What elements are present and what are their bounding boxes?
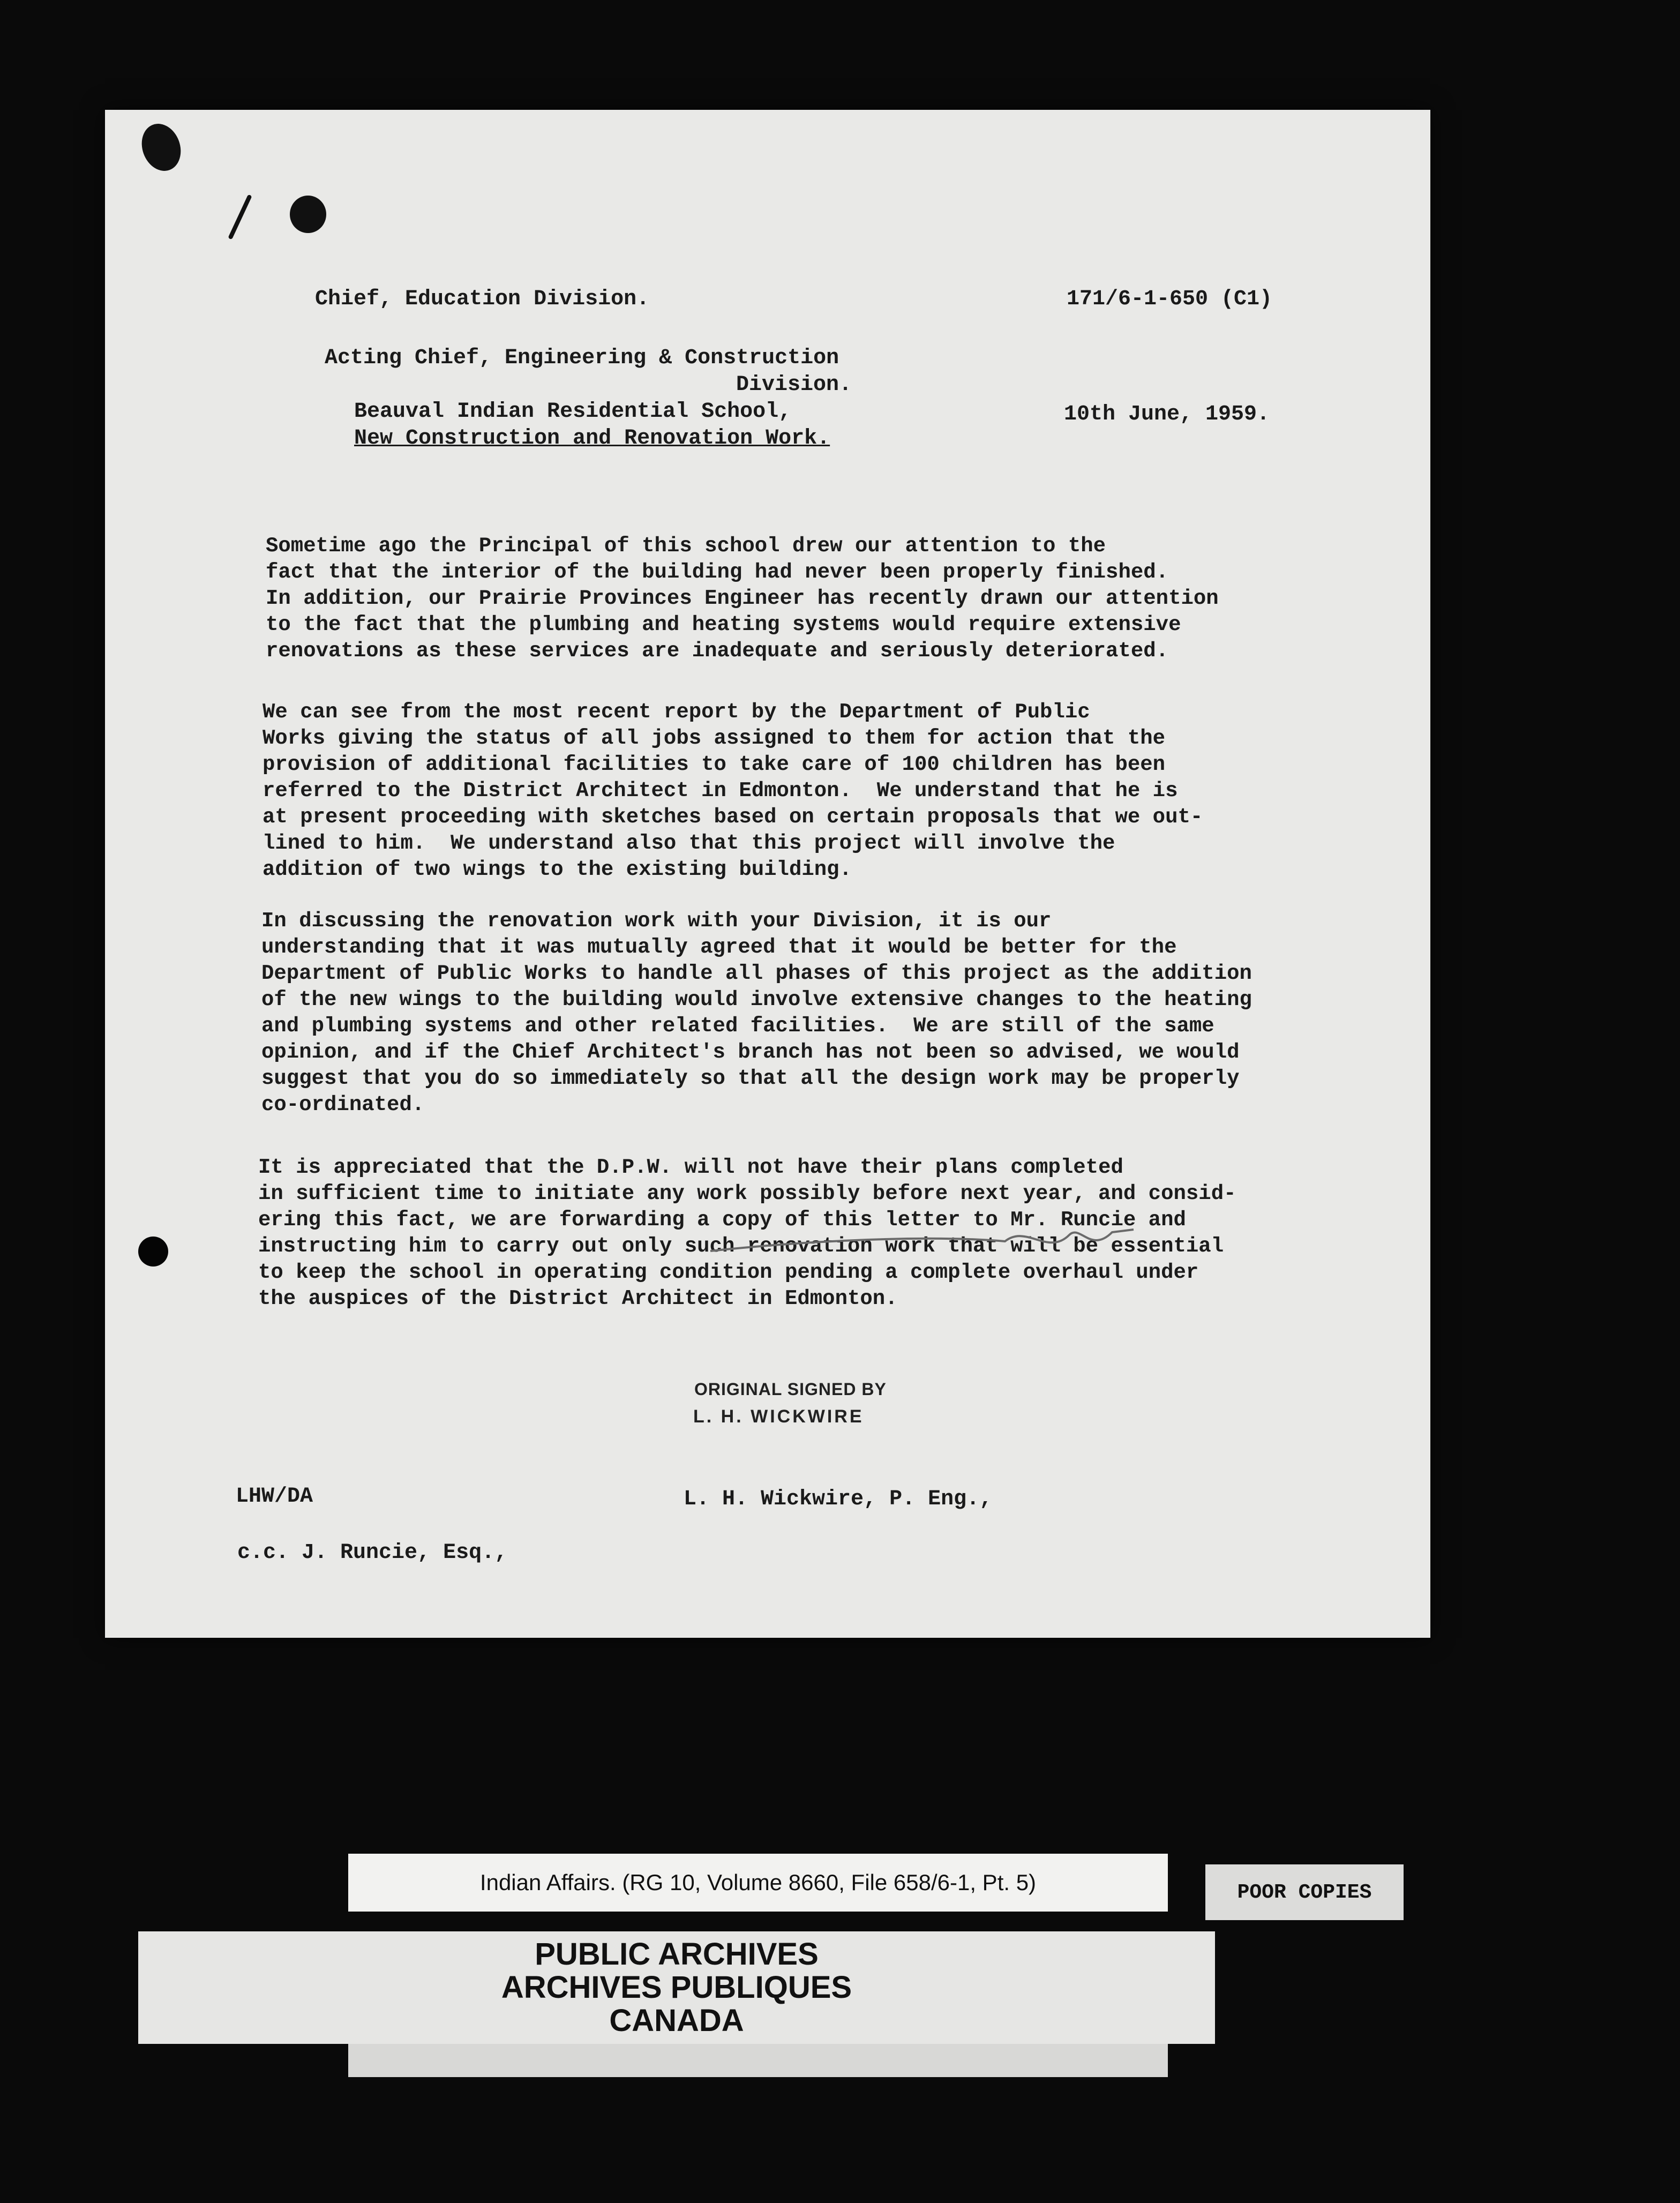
- paragraph-1: Sometime ago the Principal of this school drew our attention to the fact that the interior of the building had never been properly finished. In addition, our Prairie Provinces Engineer has recently drawn our attention to the fact that the plumbing and heating systems would require extensive renovations as these services are inadequate and seriously deteriorated.: [266, 534, 1219, 663]
- letter-page: [105, 110, 1430, 1638]
- archives-line-1: PUBLIC ARCHIVES: [535, 1937, 819, 1972]
- public-archives-banner: [138, 1931, 1215, 2044]
- paragraph-3: In discussing the renovation work with your Division, it is our understanding that it was mutually agreed that it would be better for the Department of Public Works to handle all phases of this project as the addition of the new wings to the building would involve extensive changes to the heating and plumbing systems and other related facilities. We are still of the same opinion, and if the Chief Architect's branch has not been so advised, we would suggest that you do so immediately so that all the design work may be properly co-ordinated.: [261, 909, 1252, 1117]
- recipient-line: Chief, Education Division.: [315, 287, 650, 311]
- letter-date: 10th June, 1959.: [1064, 402, 1270, 426]
- poor-copies-label: POOR COPIES: [1205, 1864, 1404, 1920]
- original-signed-stamp-line-1: ORIGINAL SIGNED BY: [694, 1380, 887, 1399]
- archive-strip-bottom: [348, 2044, 1168, 2077]
- handwritten-initial-scribble: [705, 1203, 1144, 1267]
- punch-hole: [138, 1237, 168, 1267]
- ink-scratch-mark: [228, 194, 252, 240]
- typist-initials: LHW/DA: [236, 1485, 313, 1509]
- archive-reference-label: Indian Affairs. (RG 10, Volume 8660, File 658/6-1, Pt. 5): [348, 1854, 1168, 1912]
- file-reference: 171/6-1-650 (C1): [1067, 287, 1273, 311]
- sender-line-1: Acting Chief, Engineering & Construction: [325, 346, 839, 370]
- subject-line-2: New Construction and Renovation Work.: [354, 426, 830, 451]
- signatory-name: L. H. Wickwire, P. Eng.,: [684, 1487, 993, 1511]
- subject-line-1: Beauval Indian Residential School,: [354, 400, 792, 424]
- carbon-copy-line: c.c. J. Runcie, Esq.,: [237, 1541, 508, 1565]
- ink-smudge-mark: [290, 196, 326, 233]
- sender-line-2: Division.: [736, 373, 852, 397]
- paragraph-2: We can see from the most recent report by the Department of Public Works giving the status of all jobs assigned to them for action that the provision of additional facilities to take care of 100 children has been referred to the District Architect in Edmonton. We understand that he is at present proceeding with sketches based on certain proposals that we out- lined to him. We understand also that this project will involve the addition of two wings to the existing building.: [262, 700, 1203, 881]
- original-signed-stamp-line-2: L. H. WICKWIRE: [693, 1406, 864, 1427]
- archives-line-2: ARCHIVES PUBLIQUES: [501, 1970, 852, 2005]
- ink-smudge-mark: [136, 118, 188, 177]
- archives-line-3: CANADA: [609, 2003, 744, 2038]
- paragraph-4: It is appreciated that the D.P.W. will not have their plans completed in sufficient time to initiate any work possibly before next year, and consid- ering this fact, we are forwarding a copy of this letter to Mr. Runcie and instructing him to carry out only such renovation work that will be essential to keep the school in operating condition pending a complete overhaul under the auspices of the District Architect in Edmonton.: [258, 1156, 1236, 1310]
